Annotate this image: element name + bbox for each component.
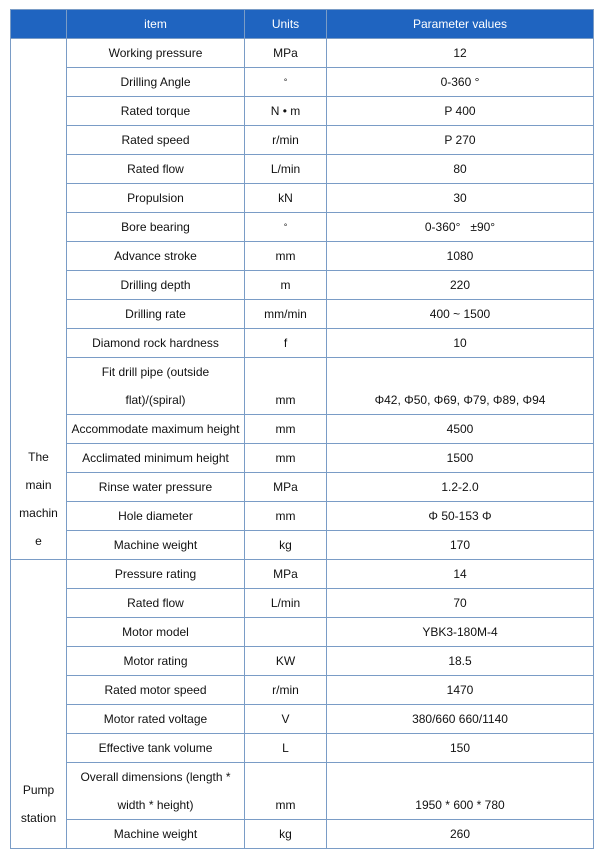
table-row — [11, 415, 594, 444]
row-item: Motor rating — [67, 647, 245, 676]
header-values: Parameter values — [327, 10, 594, 39]
row-value: 10 — [327, 329, 594, 358]
row-value: 4500 — [327, 415, 594, 444]
row-unit: mm — [245, 444, 327, 473]
row-item: Fit drill pipe (outside flat)/(spiral) — [67, 358, 245, 415]
row-unit: mm — [245, 358, 327, 415]
row-unit: mm — [245, 415, 327, 444]
row-value: 170 — [327, 531, 594, 560]
row-value: 12 — [327, 39, 594, 68]
row-item: Machine weight — [67, 531, 245, 560]
row-unit: r/min — [245, 676, 327, 705]
row-unit: r/min — [245, 126, 327, 155]
header-units: Units — [245, 10, 327, 39]
header-row — [11, 10, 594, 39]
row-value: 380/660 660/1140 — [327, 705, 594, 734]
row-value: 80 — [327, 155, 594, 184]
row-unit: KW — [245, 647, 327, 676]
table-row — [11, 68, 594, 97]
row-item: Overall dimensions (length * width * height) — [67, 763, 245, 820]
table-row — [11, 184, 594, 213]
table-row — [11, 358, 594, 415]
row-value: 1500 — [327, 444, 594, 473]
row-value: 1470 — [327, 676, 594, 705]
row-item: Advance stroke — [67, 242, 245, 271]
row-unit: mm — [245, 502, 327, 531]
table-row — [11, 763, 594, 820]
row-unit: MPa — [245, 39, 327, 68]
row-item: Machine weight — [67, 820, 245, 849]
row-item: Pressure rating — [67, 560, 245, 589]
row-unit — [245, 618, 327, 647]
table-row — [11, 589, 594, 618]
row-unit: mm — [245, 242, 327, 271]
table-row — [11, 271, 594, 300]
table-row — [11, 329, 594, 358]
parameter-table — [10, 9, 594, 849]
row-unit: MPa — [245, 473, 327, 502]
row-item: Drilling rate — [67, 300, 245, 329]
table-row — [11, 647, 594, 676]
row-value: 260 — [327, 820, 594, 849]
row-unit: N • m — [245, 97, 327, 126]
table-row — [11, 734, 594, 763]
table-row — [11, 126, 594, 155]
table-row — [11, 502, 594, 531]
row-unit: L — [245, 734, 327, 763]
table-row — [11, 300, 594, 329]
table-row — [11, 560, 594, 589]
row-unit: kN — [245, 184, 327, 213]
table-row — [11, 531, 594, 560]
row-unit: MPa — [245, 560, 327, 589]
row-item: Rinse water pressure — [67, 473, 245, 502]
row-value: 70 — [327, 589, 594, 618]
table-row — [11, 618, 594, 647]
row-value: 1950 * 600 * 780 — [327, 763, 594, 820]
row-unit: m — [245, 271, 327, 300]
row-value: 0-360 ° — [327, 68, 594, 97]
row-value: P 270 — [327, 126, 594, 155]
row-value: 30 — [327, 184, 594, 213]
row-item: Hole diameter — [67, 502, 245, 531]
row-item: Motor model — [67, 618, 245, 647]
table-row — [11, 97, 594, 126]
row-unit: ° — [245, 68, 327, 97]
table-row — [11, 242, 594, 271]
row-item: Rated flow — [67, 589, 245, 618]
row-value: 400 ~ 1500 — [327, 300, 594, 329]
row-value: 0-360° ±90° — [327, 213, 594, 242]
row-item: Acclimated minimum height — [67, 444, 245, 473]
row-item: Rated flow — [67, 155, 245, 184]
row-unit: mm — [245, 763, 327, 820]
row-value: Φ42, Φ50, Φ69, Φ79, Φ89, Φ94 — [327, 358, 594, 415]
row-value: Φ 50-153 Φ — [327, 502, 594, 531]
table-row — [11, 444, 594, 473]
row-unit: V — [245, 705, 327, 734]
row-item: Accommodate maximum height — [67, 415, 245, 444]
table-row — [11, 39, 594, 68]
row-item: Propulsion — [67, 184, 245, 213]
row-unit: f — [245, 329, 327, 358]
row-item: Drilling Angle — [67, 68, 245, 97]
row-item: Rated motor speed — [67, 676, 245, 705]
row-unit: mm/min — [245, 300, 327, 329]
table-row — [11, 705, 594, 734]
row-unit: kg — [245, 531, 327, 560]
row-item: Drilling depth — [67, 271, 245, 300]
row-value: P 400 — [327, 97, 594, 126]
group-label-pump-station: Pump station — [11, 560, 67, 849]
row-item: Motor rated voltage — [67, 705, 245, 734]
row-unit: kg — [245, 820, 327, 849]
table-row — [11, 213, 594, 242]
header-item: item — [67, 10, 245, 39]
row-item: Rated speed — [67, 126, 245, 155]
table-row — [11, 155, 594, 184]
row-value: 150 — [327, 734, 594, 763]
table-row — [11, 820, 594, 849]
row-unit: L/min — [245, 155, 327, 184]
row-unit: ° — [245, 213, 327, 242]
row-value: YBK3-180M-4 — [327, 618, 594, 647]
row-value: 220 — [327, 271, 594, 300]
row-value: 18.5 — [327, 647, 594, 676]
row-value: 1080 — [327, 242, 594, 271]
row-item: Bore bearing — [67, 213, 245, 242]
row-value: 1.2-2.0 — [327, 473, 594, 502]
row-item: Rated torque — [67, 97, 245, 126]
header-group — [11, 10, 67, 39]
group-label-main-machine: The main machin e — [11, 39, 67, 560]
table-row — [11, 473, 594, 502]
row-item: Diamond rock hardness — [67, 329, 245, 358]
row-value: 14 — [327, 560, 594, 589]
table-row — [11, 676, 594, 705]
row-unit: L/min — [245, 589, 327, 618]
row-item: Effective tank volume — [67, 734, 245, 763]
row-item: Working pressure — [67, 39, 245, 68]
